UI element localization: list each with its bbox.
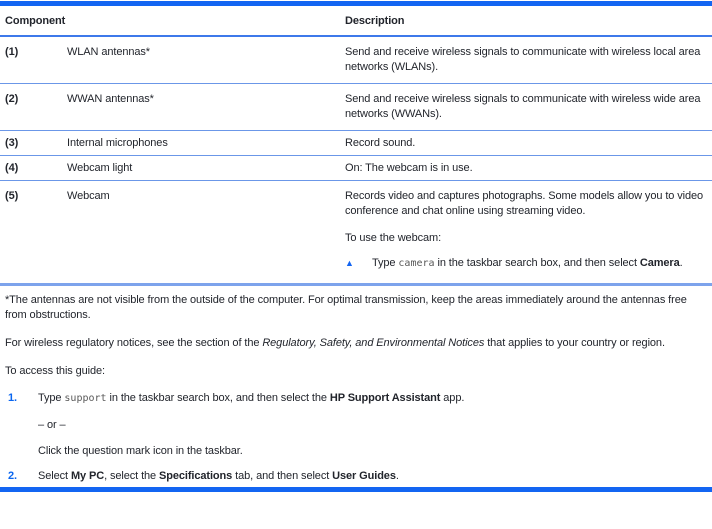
regulatory-paragraph: For wireless regulatory notices, see the section of the Regulatory, Safety, and Environmental Notices that applies to your country or region. — [5, 337, 665, 349]
column-header-description: Description — [345, 15, 405, 27]
component-description: Record sound. — [345, 137, 416, 149]
table-row — [0, 37, 712, 84]
alternative-instruction: Click the question mark icon in the taskbar. — [38, 445, 243, 457]
column-header-component: Component — [5, 15, 66, 27]
document-title: Regulatory, Safety, and Environmental Notices — [262, 337, 485, 349]
row-number: (4) — [5, 162, 19, 174]
component-name: Webcam light — [67, 162, 133, 174]
component-name: WWAN antennas* — [67, 93, 154, 105]
footnote-rule — [0, 283, 712, 286]
component-description: Send and receive wireless signals to communicate with wireless local area networks (WLANs). — [345, 46, 701, 73]
description-paragraph: To use the webcam: — [345, 232, 442, 244]
step-text: Select My PC, select the Specifications tab, and then select User Guides. — [38, 470, 399, 482]
component-description: On: The webcam is in use. — [345, 162, 473, 174]
component-name: WLAN antennas* — [67, 46, 150, 58]
row-number: (2) — [5, 93, 19, 105]
step-1 — [0, 391, 712, 406]
component-description: Send and receive wireless signals to communicate with wireless wide area networks (WWANs). — [345, 93, 701, 120]
triangle-bullet-icon: ▲ — [345, 258, 354, 268]
step-number: 2. — [8, 470, 17, 482]
access-guide-heading: To access this guide: — [5, 365, 106, 377]
antennas-footnote: *The antennas are not visible from the outside of the computer. For optimal transmission, keep the areas immediately around the antennas free from obstructions. — [5, 294, 687, 321]
table-row — [0, 156, 712, 181]
table-row — [0, 131, 712, 156]
step-text: Type support in the taskbar search box, and then select the HP Support Assistant app. — [38, 392, 465, 404]
bottom-rule — [0, 487, 712, 492]
row-number: (1) — [5, 46, 19, 58]
table-row — [0, 181, 712, 283]
step-2 — [0, 469, 712, 484]
component-name: Webcam — [67, 190, 110, 202]
code-text: support — [64, 393, 107, 404]
bullet-text: Type camera in the taskbar search box, and then select Camera. — [372, 257, 683, 269]
table-row — [0, 84, 712, 131]
component-name: Internal microphones — [67, 137, 168, 149]
table-header-row — [0, 6, 712, 37]
instruction-bullet — [345, 256, 707, 271]
step-number: 1. — [8, 392, 17, 404]
component-description — [345, 189, 707, 271]
description-paragraph: Records video and captures photographs. Some models allow you to video conference and chat online using streaming video. — [345, 190, 704, 217]
code-text: camera — [398, 258, 435, 269]
row-number: (3) — [5, 137, 19, 149]
or-separator: – or – — [38, 419, 66, 431]
row-number: (5) — [5, 190, 19, 202]
